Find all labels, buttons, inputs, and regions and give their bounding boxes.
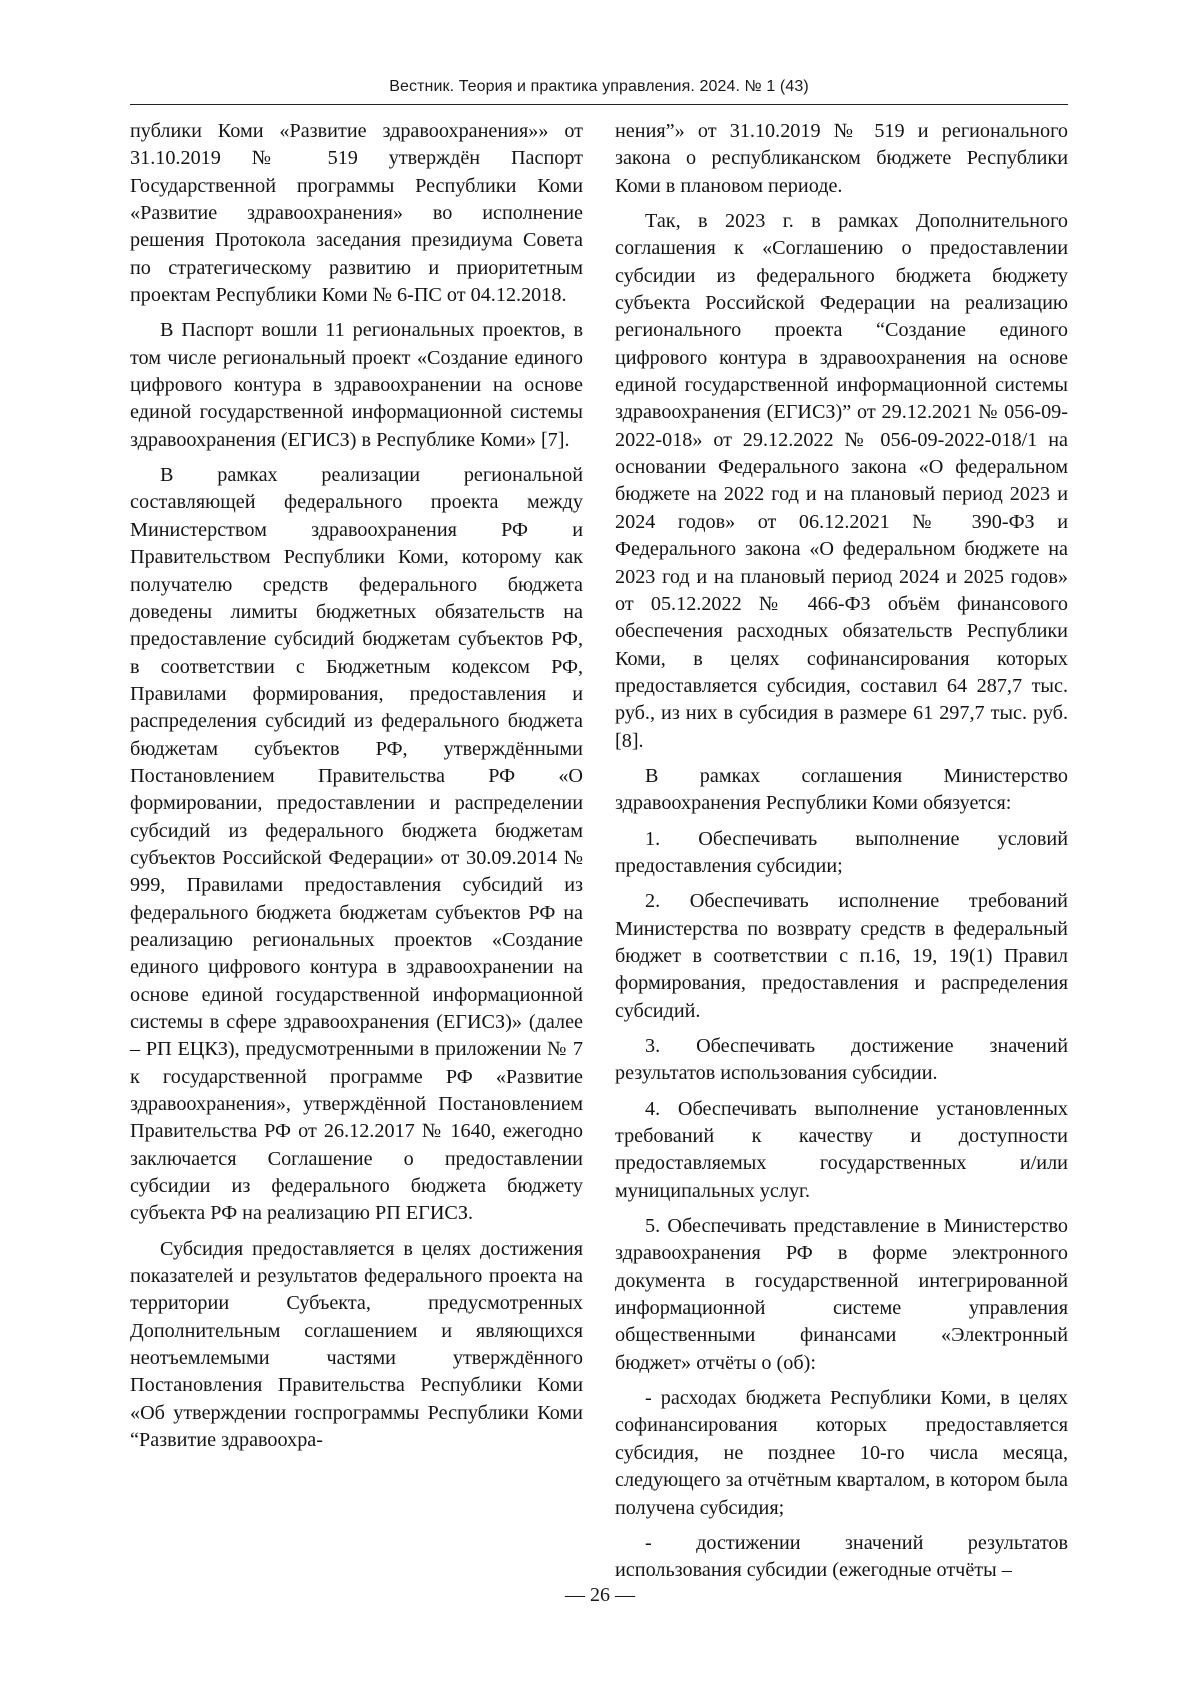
list-item: 2. Обеспечивать исполнение требований Министерства по возврату средств в федеральный бюджет в соответствии с п.16, 19, 19(1) Правил формирования, предоставления и распределения субсидий. <box>615 888 1068 1025</box>
list-item: - расходах бюджета Республики Коми, в целях софинансирования которых предоставляется субсидия, не позднее 10-го числа месяца, следующего за отчётным кварталом, в котором была получена субсидия; <box>615 1385 1068 1522</box>
list-item: 1. Обеспечивать выполнение условий предоставления субсидии; <box>615 826 1068 881</box>
left-column <box>130 118 583 1463</box>
list-item: - достижении значений результатов использования субсидии (ежегодные отчёты – <box>615 1530 1068 1585</box>
header-divider <box>130 104 1068 105</box>
paragraph: В рамках реализации региональной составляющей федерального проекта между Министерством здравоохранения РФ и Правительством Республики Коми, которому как получателю средств федерального бюджета доведены лимиты бюджетных обязательств на предоставление субсидий бюджетам субъектов РФ, в соответствии с Бюджетным кодексом РФ, Правилами формирования, предоставления и распределения субсидий из федерального бюджета бюджетам субъектов РФ, утверждёнными Постановлением Правительства РФ «О формировании, предоставлении и распределении субсидий из федерального бюджета бюджетам субъектов Российской Федерации» от 30.09.2014 № 999, Правилами предоставления субсидий из федерального бюджета бюджетам субъектов РФ на реализацию региональных проектов «Создание единого цифрового контура в здравоохранении на основе единой государственной информационной системы в сфере здравоохранения (ЕГИСЗ)» (далее – РП ЕЦКЗ), предусмотренными в приложении № 7 к государственной программе РФ «Развитие здравоохранения», утверждённой Постановлением Правительства РФ от 26.12.2017 № 1640, ежегодно заключается Соглашение о предоставлении субсидии из федерального бюджета бюджету субъекта РФ на реализацию РП ЕГИСЗ. <box>130 462 583 1228</box>
paragraph: Так, в 2023 г. в рамках Дополнительного соглашения к «Соглашению о предоставлении субсидии из федерального бюджета бюджету субъекта Российской Федерации на реализацию регионального проекта “Создание единого цифрового контура в здравоохранения на основе единой государственной информационной системы здравоохранения (ЕГИСЗ)” от 29.12.2021 № 056-09-2022-018» от 29.12.2022 № 056-09-2022-018/1 на основании Федерального закона «О федеральном бюджете на 2022 год и на плановый период 2023 и 2024 годов» от 06.12.2021 № 390-ФЗ и Федерального закона «О федеральном бюджете на 2023 год и на плановый период 2024 и 2025 годов» от 05.12.2022 № 466-ФЗ объём финансового обеспечения расходных обязательств Республики Коми, в целях софинансирования которых предоставляется субсидия, составил 64 287,7 тыс. руб., из них в субсидия в размере 61 297,7 тыс. руб. [8]. <box>615 208 1068 755</box>
running-header: Вестник. Теория и практика управления. 2024. № 1 (43) <box>130 78 1068 96</box>
paragraph: нения”» от 31.10.2019 № 519 и регионального закона о республиканском бюджете Республики Коми в плановом периоде. <box>615 118 1068 200</box>
paragraph: публики Коми «Развитие здравоохранения»» от 31.10.2019 № 519 утверждён Паспорт Государственной программы Республики Коми «Развитие здравоохранения» во исполнение решения Протокола заседания президиума Совета по стратегическому развитию и приоритетным проектам Республики Коми № 6-ПС от 04.12.2018. <box>130 118 583 309</box>
paragraph: Субсидия предоставляется в целях достижения показателей и результатов федерального проекта на территории Субъекта, предусмотренных Дополнительным соглашением и являющихся неотъемлемыми частями утверждённого Постановления Правительства Республики Коми «Об утверждении госпрограммы Республики Коми “Развитие здравоохра- <box>130 1236 583 1455</box>
paragraph: В рамках соглашения Министерство здравоохранения Республики Коми обязуется: <box>615 763 1068 818</box>
right-column <box>615 118 1068 1593</box>
paragraph: В Паспорт вошли 11 региональных проектов, в том числе региональный проект «Создание единого цифрового контура в здравоохранении на основе единой государственной информационной системы здравоохранения (ЕГИСЗ) в Республике Коми» [7]. <box>130 317 583 454</box>
list-item: 4. Обеспечивать выполнение установленных требований к качеству и доступности предоставляемых государственных и/или муниципальных услуг. <box>615 1096 1068 1205</box>
page-number: — 26 — <box>0 1584 1200 1607</box>
list-item: 5. Обеспечивать представление в Министерство здравоохранения РФ в форме электронного документа в государственной интегрированной информационной системе управления общественными финансами «Электронный бюджет» отчёты о (об): <box>615 1213 1068 1377</box>
list-item: 3. Обеспечивать достижение значений результатов использования субсидии. <box>615 1033 1068 1088</box>
